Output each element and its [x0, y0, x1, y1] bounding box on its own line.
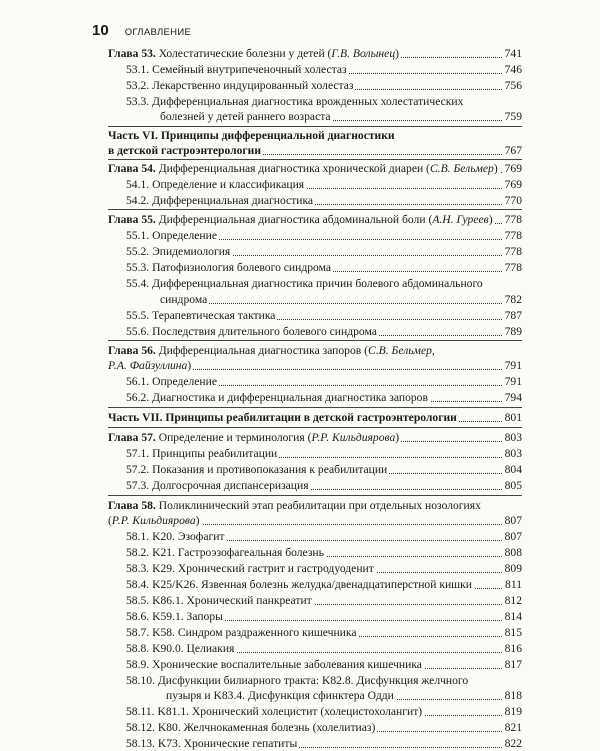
toc-section-57-1[interactable]: 57.1. Принципы реабилитации 803	[126, 447, 522, 460]
toc-section-58-11[interactable]: 58.11. K81.1. Хронический холецистит (холецистохолангит) 819	[126, 705, 522, 718]
toc-chapter-58[interactable]: Глава 58. Поликлинический этап реабилитации при отдельных нозологиях	[108, 499, 481, 512]
section-divider	[108, 427, 522, 428]
toc-part-7[interactable]: Часть VII. Принципы реабилитации в детской гастроэнтерологии 801	[108, 411, 522, 424]
section-divider	[108, 159, 522, 160]
toc-section-58-7[interactable]: 58.7. K58. Синдром раздраженного кишечника 815	[126, 626, 522, 639]
toc-chapter-56[interactable]: Глава 56. Дифференциальная диагностика запоров (С.В. Бельмер,	[108, 344, 435, 357]
toc-section-55-4-cont[interactable]: синдрома 782	[160, 293, 522, 306]
toc-chapter-53[interactable]: Глава 53. Холестатические болезни у детей (Г.В. Волынец) 741	[108, 47, 522, 60]
toc-section-54-2[interactable]: 54.2. Дифференциальная диагностика 770	[126, 194, 522, 207]
toc-section-55-4[interactable]: 55.4. Дифференциальная диагностика причин болевого абдоминального	[126, 277, 483, 290]
page-header	[92, 22, 191, 42]
toc-chapter-58-cont[interactable]: (Р.Р. Кильдиярова) 807	[108, 514, 522, 527]
toc-chapter-54[interactable]: Глава 54. Дифференциальная диагностика хронической диареи (С.В. Бельмер) 769	[108, 162, 522, 175]
toc-chapter-56-cont[interactable]: Р.А. Файзуллина) 791	[108, 359, 522, 372]
toc-section-53-3-cont[interactable]: болезней у детей раннего возраста 759	[160, 110, 522, 123]
toc-section-53-3[interactable]: 53.3. Дифференциальная диагностика врожденных холестатических	[126, 95, 464, 108]
toc-section-57-2[interactable]: 57.2. Показания и противопоказания к реабилитации 804	[126, 463, 522, 476]
toc-section-58-4[interactable]: 58.4. K25/K26. Язвенная болезнь желудка/двенадцатиперстной кишки 811	[126, 578, 522, 591]
toc-section-58-9[interactable]: 58.9. Хронические воспалительные заболевания кишечника 817	[126, 658, 522, 671]
toc-chapter-55[interactable]: Глава 55. Дифференциальная диагностика абдоминальной боли (А.Н. Гуреев) 778	[108, 213, 522, 226]
toc-section-58-6[interactable]: 58.6. K59.1. Запоры 814	[126, 610, 522, 623]
section-divider	[108, 209, 522, 210]
toc-section-55-1[interactable]: 55.1. Определение 778	[126, 229, 522, 242]
toc-section-58-8[interactable]: 58.8. K90.0. Целиакия 816	[126, 642, 522, 655]
toc-section-58-13[interactable]: 58.13. K73. Хронические гепатиты 822	[126, 737, 522, 750]
section-divider	[108, 126, 522, 127]
toc-section-58-5[interactable]: 58.5. K86.1. Хронический панкреатит 812	[126, 594, 522, 607]
toc-section-58-12[interactable]: 58.12. K80. Желчнокаменная болезнь (холелитиаз) 821	[126, 721, 522, 734]
toc-section-57-3[interactable]: 57.3. Долгосрочная диспансеризация 805	[126, 479, 522, 492]
toc-section-55-5[interactable]: 55.5. Терапевтическая тактика 787	[126, 309, 522, 322]
toc-part-6-cont[interactable]: в детской гастроэнтерологии 767	[108, 144, 522, 157]
toc-section-53-2[interactable]: 53.2. Лекарственно индуцированный холестаз 756	[126, 79, 522, 92]
toc-section-56-2[interactable]: 56.2. Диагностика и дифференциальная диагностика запоров 794	[126, 391, 522, 404]
toc-section-55-3[interactable]: 55.3. Патофизиология болевого синдрома 778	[126, 261, 522, 274]
toc-section-58-10[interactable]: 58.10. Дисфункции билиарного тракта: K82.8. Дисфункция желчного	[126, 674, 469, 687]
section-divider	[108, 407, 522, 408]
toc-section-54-1[interactable]: 54.1. Определение и классификация 769	[126, 178, 522, 191]
section-divider	[108, 340, 522, 341]
toc-section-58-1[interactable]: 58.1. K20. Эзофагит 807	[126, 530, 522, 543]
running-title: ОГЛАВЛЕНИЕ	[124, 27, 192, 38]
toc-chapter-57[interactable]: Глава 57. Определение и терминология (Р.Р. Кильдиярова) 803	[108, 431, 522, 444]
toc-section-58-2[interactable]: 58.2. K21. Гастроэзофагеальная болезнь 808	[126, 546, 522, 559]
toc-section-53-1[interactable]: 53.1. Семейный внутрипеченочный холестаз 746	[126, 63, 522, 76]
toc-section-58-10-cont[interactable]: пузыря и K83.4. Дисфункция сфинктера Одди 818	[166, 689, 522, 702]
toc-section-55-6[interactable]: 55.6. Последствия длительного болевого синдрома 789	[126, 325, 522, 338]
page-number: 10	[92, 22, 109, 39]
toc-section-55-2[interactable]: 55.2. Эпидемиология 778	[126, 245, 522, 258]
section-divider	[108, 495, 522, 496]
toc-section-56-1[interactable]: 56.1. Определение 791	[126, 375, 522, 388]
page-ref: 741	[504, 47, 522, 60]
toc-part-6[interactable]: Часть VI. Принципы дифференциальной диагностики	[108, 129, 395, 142]
toc-section-58-3[interactable]: 58.3. K29. Хронический гастрит и гастродуоденит 809	[126, 562, 522, 575]
